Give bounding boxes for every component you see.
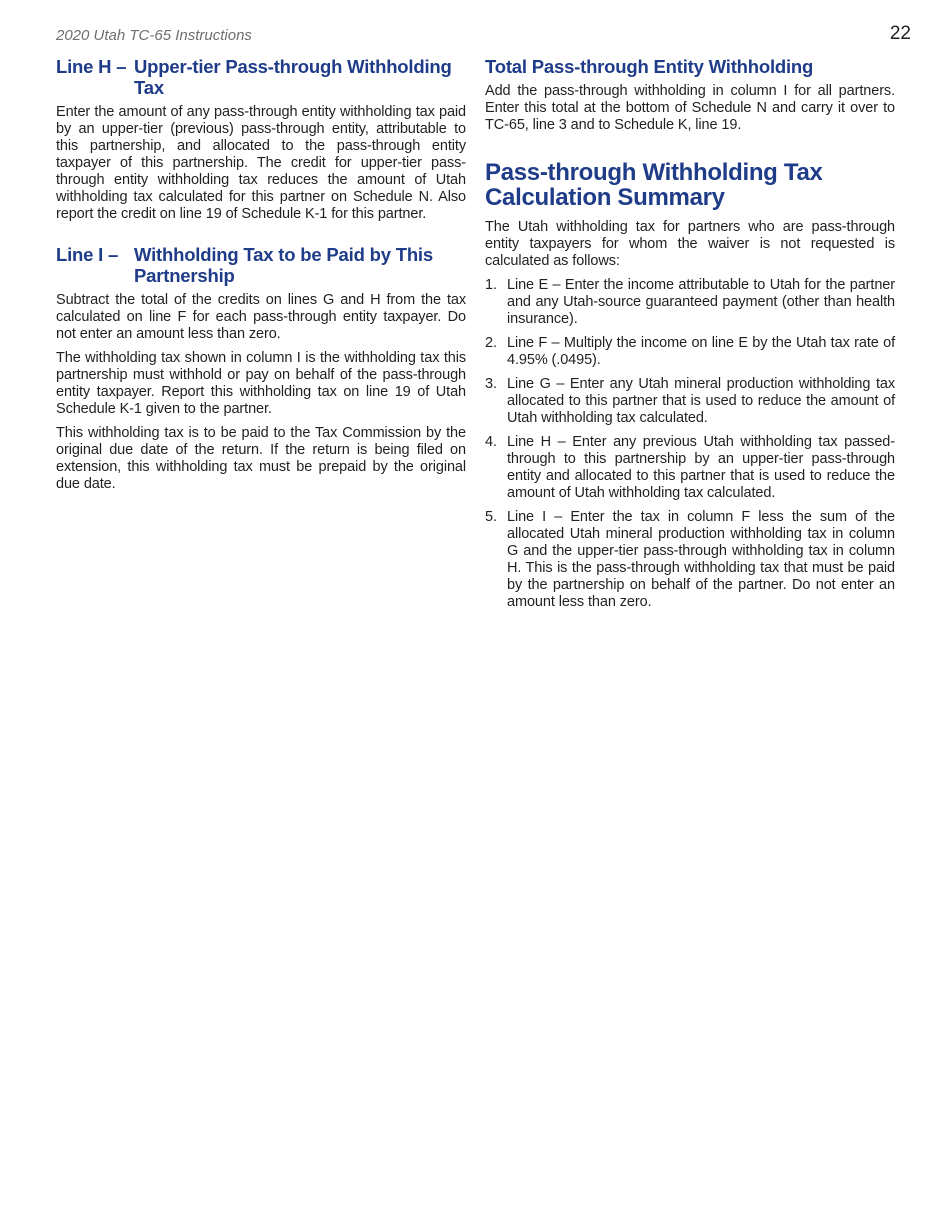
list-item-number: 2. [485,335,497,351]
line-i-label: Line I – [56,244,119,265]
line-i-paragraph-2: The withholding tax shown in column I is the withholding tax this partnership must withhold or pay on behalf of the pass-through entity taxpayer. Report this withholding tax on line 19 of Utah Schedule K-1 given to the partner. [56,350,466,417]
line-h-heading [56,56,466,98]
summary-list [485,277,895,611]
line-i-heading [56,244,466,286]
page-number: 22 [889,23,911,44]
list-item-number: 5. [485,509,497,525]
list-item-number: 3. [485,376,497,392]
list-item-text: Line H – Enter any previous Utah withholding tax passed-through to this partnership by an upper-tier pass-through entity and allocated to this partner that is used to reduce the amount of Utah withholding tax calculated. [507,434,895,501]
left-column [56,56,466,500]
list-item [485,277,895,328]
right-column [485,56,895,618]
list-item [485,509,895,611]
summary-intro: The Utah withholding tax for partners who are pass-through entity taxpayers for whom the waiver is not requested is calculated as follows: [485,219,895,269]
list-item-text: Line E – Enter the income attributable to Utah for the partner and any Utah-source guaranteed payment (other than health insurance). [507,277,895,327]
list-item [485,376,895,427]
list-item-text: Line G – Enter any Utah mineral production withholding tax allocated to this partner that is used to reduce the amount of Utah withholding tax calculated. [507,376,895,426]
list-item [485,335,895,369]
list-item-number: 4. [485,434,497,450]
line-i-paragraph-1: Subtract the total of the credits on lines G and H from the tax calculated on line F for each pass-through entity taxpayer. Do not enter an amount less than zero. [56,292,466,342]
line-h-paragraph: Enter the amount of any pass-through entity withholding tax paid by an upper-tier (previous) pass-through entity, attributable to this partnership, and allocated to the pass-through entity taxpayer of this partnership. The credit for upper-tier pass-through entity withholding tax reduces the amount of Utah withholding tax calculated for this partner on Schedule N. Also report the credit on line 19 of Schedule K-1 for this partner. [56,104,466,222]
list-item-text: Line F – Multiply the income on line E by the Utah tax rate of 4.95% (.0495). [507,335,895,368]
total-withholding-heading: Total Pass-through Entity Withholding [485,56,814,77]
running-header: 2020 Utah TC-65 Instructions [56,27,252,44]
line-h-label: Line H – [56,56,127,77]
list-item-number: 1. [485,277,497,293]
line-i-paragraph-3: This withholding tax is to be paid to the Tax Commission by the original due date of the return. If the return is being filed on extension, this withholding tax must be prepaid by the original due date. [56,425,466,492]
total-withholding-paragraph: Add the pass-through withholding in column I for all partners. Enter this total at the bottom of Schedule N and carry it over to TC-65, line 3 and to Schedule K, line 19. [485,83,895,133]
list-item-text: Line I – Enter the tax in column F less the sum of the allocated Utah mineral production withholding tax in column G and the upper-tier pass-through withholding tax in column H. This is the pass-through withholding tax that must be paid by the partnership on behalf of the partner. Do not enter an amount less than zero. [507,509,895,610]
list-item [485,434,895,502]
line-h-title: Upper-tier Pass-through Withholding Tax [134,56,452,98]
line-i-title: Withholding Tax to be Paid by This Partnership [134,244,433,286]
summary-heading: Pass-through Withholding Tax Calculation Summary [485,159,823,211]
